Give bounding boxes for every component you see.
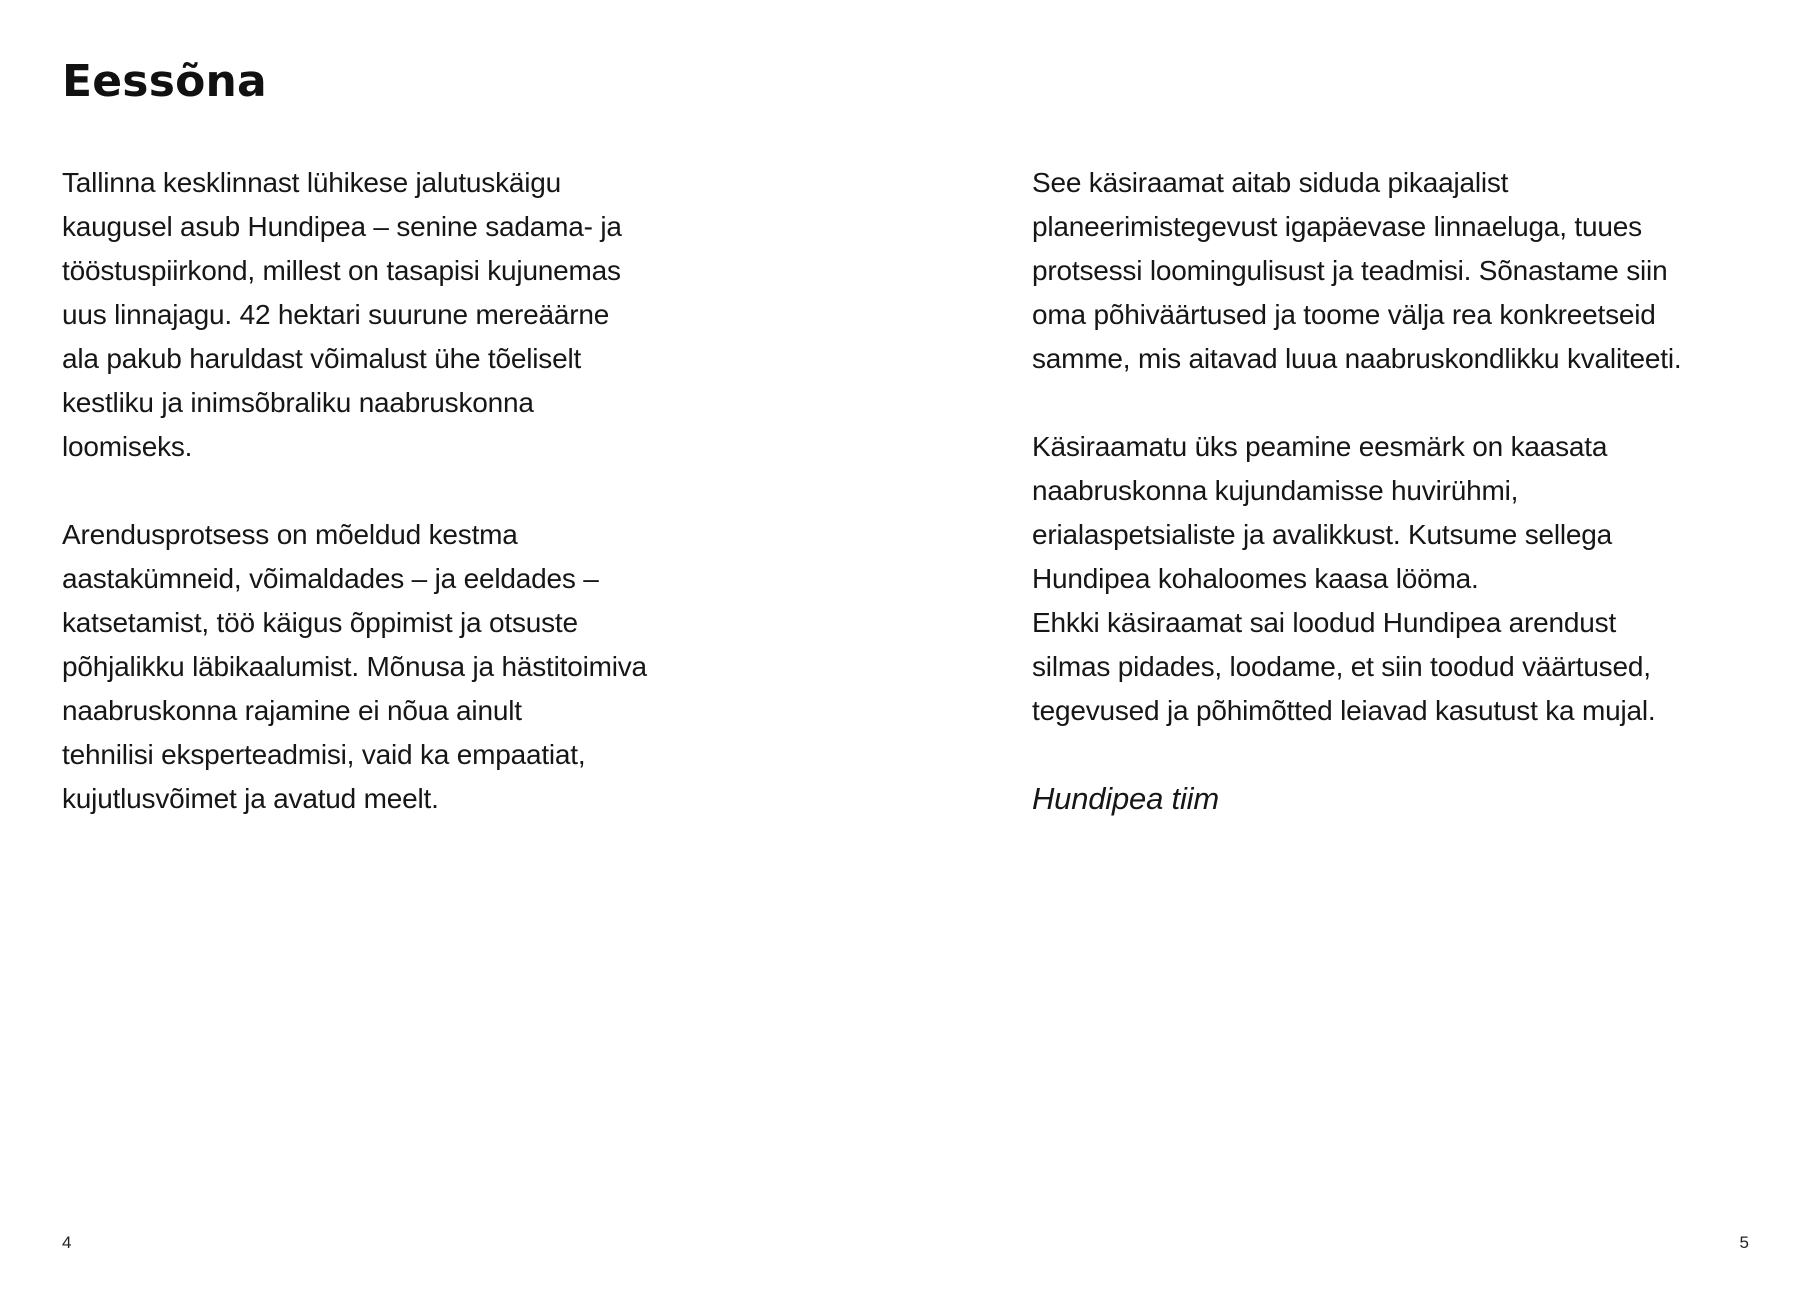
text-line: kestliku ja inimsõbraliku naabruskonna bbox=[62, 387, 534, 418]
text-line: tegevused ja põhimõtted leiavad kasutust ka mujal. bbox=[1032, 695, 1656, 726]
text-line: naabruskonna kujundamisse huvirühmi, bbox=[1032, 475, 1519, 506]
text-line: samme, mis aitavad luua naabruskondlikku kvaliteeti. bbox=[1032, 343, 1682, 374]
text-line: Ehkki käsiraamat sai loodud Hundipea arendust bbox=[1032, 607, 1617, 638]
text-line: planeerimistegevust igapäevase linnaeluga, tuues bbox=[1032, 211, 1642, 242]
text-line: See käsiraamat aitab siduda pikaajalist bbox=[1032, 167, 1509, 198]
text-line: protsessi loomingulisust ja teadmisi. Sõnastame siin bbox=[1032, 255, 1668, 286]
text-line: loomiseks. bbox=[62, 431, 193, 462]
text-line: silmas pidades, loodame, et siin toodud väärtused, bbox=[1032, 651, 1651, 682]
text-line: Arendusprotsess on mõeldud kestma bbox=[62, 519, 518, 550]
page-title: Eessõna bbox=[62, 56, 267, 107]
text-line: katsetamist, töö käigus õppimist ja otsuste bbox=[62, 607, 578, 638]
right-column bbox=[1032, 161, 1772, 821]
text-line: tehnilisi eksperteadmisi, vaid ka empaatiat, bbox=[62, 739, 586, 770]
paragraph bbox=[62, 513, 802, 821]
paragraph-gap bbox=[1032, 381, 1772, 425]
text-line: oma põhiväärtused ja toome välja rea konkreetseid bbox=[1032, 299, 1656, 330]
page-number-left: 4 bbox=[62, 1233, 72, 1252]
text-line: põhjalikku läbikaalumist. Mõnusa ja hästitoimiva bbox=[62, 651, 647, 682]
text-line: erialaspetsialiste ja avalikkust. Kutsume sellega bbox=[1032, 519, 1613, 550]
left-column bbox=[62, 161, 802, 821]
paragraph bbox=[62, 161, 802, 469]
text-line: naabruskonna rajamine ei nõua ainult bbox=[62, 695, 522, 726]
paragraph bbox=[1032, 425, 1772, 733]
text-line: aastakümneid, võimaldades – ja eeldades – bbox=[62, 563, 599, 594]
text-line: Tallinna kesklinnast lühikese jalutuskäigu bbox=[62, 167, 562, 198]
text-line: tööstuspiirkond, millest on tasapisi kujunemas bbox=[62, 255, 621, 286]
text-line: Käsiraamatu üks peamine eesmärk on kaasata bbox=[1032, 431, 1608, 462]
paragraph-gap bbox=[1032, 733, 1772, 777]
page-number-right: 5 bbox=[1739, 1233, 1749, 1252]
paragraph-gap bbox=[62, 469, 802, 513]
text-line: kujutlusvõimet ja avatud meelt. bbox=[62, 783, 439, 814]
text-line: ala pakub haruldast võimalust ühe tõeliselt bbox=[62, 343, 582, 374]
signature: Hundipea tiim bbox=[1032, 781, 1219, 816]
text-line: uus linnajagu. 42 hektari suurune mereäärne bbox=[62, 299, 610, 330]
paragraph bbox=[1032, 161, 1772, 381]
text-line: kaugusel asub Hundipea – senine sadama- ja bbox=[62, 211, 622, 242]
text-line: Hundipea kohaloomes kaasa lööma. bbox=[1032, 563, 1479, 594]
